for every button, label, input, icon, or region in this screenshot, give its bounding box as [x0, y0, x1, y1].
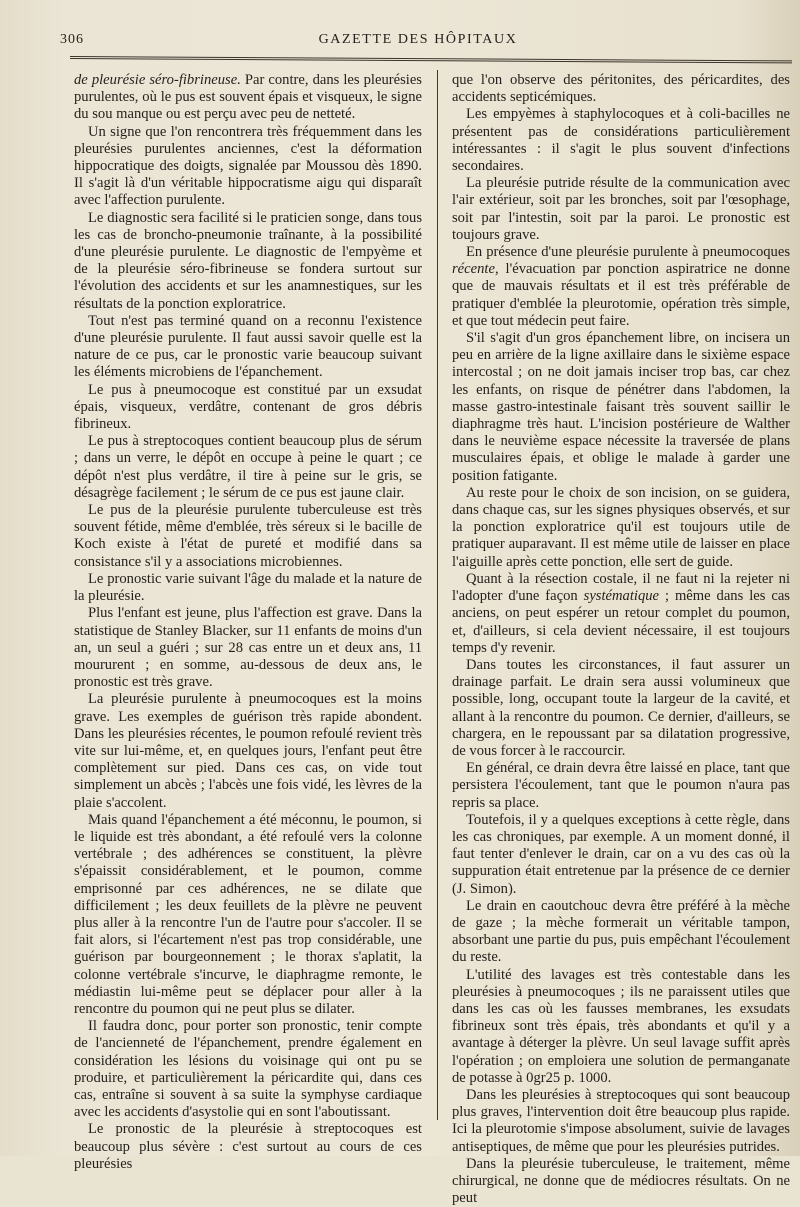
paragraph: Au reste pour le choix de son incision, on se guidera, dans chaque cas, sur les signes physiques observés, et sur la ponction exploratrice qu'il est toujours utile de pratiquer auparavant. Il est même utile de laisser en place l'aiguille après cette ponction, elle sert de guide. [452, 484, 790, 570]
paragraph: La pleurésie purulente à pneumocoques est la moins grave. Les exemples de guérison très rapide abondent. Dans les pleurésies récentes, le poumon refoulé revient très vite sur lui-même, et, en quelques jours, l'enfant peut être complètement sur pied. Dans ces cas, on vide tout simplement un abcès ; l'abcès une fois vidé, les lèvres de la plaie s'accolent. [74, 691, 422, 811]
paragraph: Le drain en caoutchouc devra être préféré à la mèche de gaze ; la mèche formerait un véritable tampon, absorbant une partie du pus, puis empêchant l'écoulement du reste. [452, 897, 790, 966]
paragraph: Il faudra donc, pour porter son pronostic, tenir compte de l'ancienneté de l'épanchement, prendre également en considération les lésions du voisinage qui ont pu se produire, et particulièrement la péricardite qui, dans ces cas, entraîne si souvent à sa suite la symphyse cardiaque avec les accidents d'asystolie qui en sont l'aboutissant. [74, 1018, 422, 1121]
paragraph: Le pronostic varie suivant l'âge du malade et la nature de la pleurésie. [74, 570, 422, 605]
italic-phrase: systématique [583, 588, 660, 605]
page-header [60, 30, 776, 52]
paragraph: que l'on observe des péritonites, des péricardites, des accidents septicémiques. [452, 72, 790, 106]
paragraph: Un signe que l'on rencontrera très fréquemment dans les pleurésies purulentes anciennes, c'est la déformation hippocratique des doigts, signalée par Moussou dès 1890. Il s'agit là d'un véritable hippocratisme aigu qui disparaît avec l'affection purulente. [74, 123, 422, 209]
paragraph-text: , l'évacuation par ponction aspiratrice ne donne que de mauvais résultats et il est très préférable de pratiquer d'emblée la pleurotomie, opération très simple, et que tout médecin peut faire. [452, 261, 790, 329]
paragraph: S'il s'agit d'un gros épanchement libre, on incisera un peu en arrière de la ligne axillaire dans le sixième espace intercostal ; on ne doit jamais inciser trop bas, car chez les enfants, on risque de pénétrer dans l'abdomen, la masse gastro-intestinale faisant très souvent saillir le diaphragme très haut. L'incision postérieure de Walther dans le neuvième espace nécessite la traversée de plans musculaires épais, et oblige le malade à garder une position fatigante. [452, 330, 790, 484]
page-number: 306 [60, 32, 84, 47]
left-column [74, 72, 422, 1173]
paragraph [452, 571, 790, 657]
right-column [452, 72, 790, 1207]
paragraph-text: ; même dans les cas anciens, on peut espérer un retour complet du poumon, et, d'ailleurs, si cela devient nécessaire, il est toujours temps d'y revenir. [452, 588, 790, 656]
paragraph: Le pus à streptocoques contient beaucoup plus de sérum ; dans un verre, le dépôt en occupe à peine le quart ; ce dépôt n'est plus verdâtre, il tire à peine sur le gris, se désagrège facilement ; le sérum de ce pus est jaune clair. [74, 433, 422, 501]
paragraph-text: En présence d'une pleurésie purulente à pneumocoques [466, 244, 790, 261]
paragraph: Plus l'enfant est jeune, plus l'affection est grave. Dans la statistique de Stanley Blacker, sur 11 enfants de moins d'un an, un seul a guéri ; sur 28 cas entre un et deux ans, 11 moururent ; en somme, au-dessous de deux ans, le pronostic est très grave. [74, 605, 422, 691]
paragraph [452, 244, 790, 330]
paragraph: Toutefois, il y a quelques exceptions à cette règle, dans les cas chroniques, par exemple. A un moment donné, il faut tenter d'enlever le drain, car on a vu des cas où la suppuration était entretenue par la présence de ce dernier (J. Simon). [452, 811, 790, 897]
column-divider [437, 70, 438, 1120]
paragraph: Mais quand l'épanchement a été méconnu, le poumon, si le liquide est très abondant, a été refoulé vers la colonne vertébrale ; des adhérences se constituent, la plèvre s'épaissit considérablement, et le poumon, comme emprisonné par ces adhérences, ne se dilate que difficilement ; les deux feuillets de la plèvre ne peuvent plus aller à la rencontre l'un de l'autre pour s'accoler. Il se fait alors, si l'écartement n'est pas trop considérable, une guérison par bourgeonnement ; le thorax s'aplatit, la colonne vertébrale s'incurve, le diaphragme remonte, le médiastin lui-même peut se déplacer pour aller à la rencontre du poumon qui ne peut plus se dilater. [74, 811, 422, 1017]
header-rule [70, 56, 792, 63]
paragraph: Le diagnostic sera facilité si le praticien songe, dans tous les cas de broncho-pneumonie traînante, à la possibilité d'une pleurésie purulente. Le diagnostic de l'empyème et de la pleurésie séro-fibrineuse se fondera surtout sur l'évolution des accidents et sur les anamnestiques, sur les résultats de la ponction exploratrice. [74, 209, 422, 312]
paragraph: Dans toutes les circonstances, il faut assurer un drainage parfait. Le drain sera aussi volumineux que possible, long, occupant toute la largeur de la cavité, et allant à la rencontre du poumon. Ce dernier, d'ailleurs, se chargera, en le repoussant par sa dilatation progressive, de vous forcer à le raccourcir. [452, 656, 790, 759]
paragraph: Le pus de la pleurésie purulente tuberculeuse est très souvent fétide, même d'emblée, très séreux si le bacille de Koch existe à l'état de pureté et modifié dans sa consistance s'il y a associations microbiennes. [74, 502, 422, 570]
paragraph: Le pronostic de la pleurésie à streptocoques est beaucoup plus sévère : c'est surtout au cours de ces pleurésies [74, 1121, 422, 1172]
paragraph: Le pus à pneumocoque est constitué par un exsudat épais, visqueux, verdâtre, contenant de gros débris fibrineux. [74, 381, 422, 433]
paragraph: En général, ce drain devra être laissé en place, tant que persistera l'écoulement, tant que le poumon n'aura pas repris sa place. [452, 760, 790, 811]
paragraph: L'utilité des lavages est très contestable dans les pleurésies à pneumocoques ; ils ne paraissent utiles que dans les cas où les fausses membranes, les exsudats fibrineux sont très épais, très abondants et qu'il y a avantage à déterger la plèvre. Un seul lavage suffit après l'opération ; on emploiera une solution de permanganate de potasse à 0gr25 p. 1000. [452, 966, 790, 1086]
paragraph: Tout n'est pas terminé quand on a reconnu l'existence d'une pleurésie purulente. Il faut aussi savoir quelle est la nature de ce pus, car le pronostic varie beaucoup suivant les éléments microbiens de l'épanchement. [74, 312, 422, 381]
paragraph: La pleurésie putride résulte de la communication avec l'air extérieur, soit par les bronches, soit par l'œsophage, soit par l'intestin, soit par la paroi. Le pronostic est toujours grave. [452, 175, 790, 243]
paragraph-text: Par contre, dans les pleurésies purulentes, où le pus est souvent épais et visqueux, le signe du sou manque ou est perçu avec peu de netteté. [74, 72, 422, 123]
paragraph: Dans la pleurésie tuberculeuse, le traitement, même chirurgical, ne donne que de médiocres résultats. On ne peut [452, 1155, 790, 1207]
paragraph [74, 72, 422, 124]
journal-title: GAZETTE DES HÔPITAUX [318, 32, 518, 47]
paragraph: Dans les pleurésies à streptocoques qui sont beaucoup plus graves, l'intervention doit être beaucoup plus rapide. Ici la pleurotomie s'impose absolument, suivie de lavages antiseptiques, de même que pour les pleurésies putrides. [452, 1086, 790, 1155]
italic-phrase: de pleurésie séro-fibrineuse. [74, 72, 241, 88]
paragraph-text: Quant à la résection costale, il ne faut ni la rejeter ni l'adopter d'une façon [452, 570, 790, 605]
italic-phrase: récente [452, 261, 495, 278]
paragraph: Les empyèmes à staphylocoques et à coli-bacilles ne présentent pas de considérations particulièrement intéressantes : il s'agit le plus souvent d'infections secondaires. [452, 106, 790, 175]
